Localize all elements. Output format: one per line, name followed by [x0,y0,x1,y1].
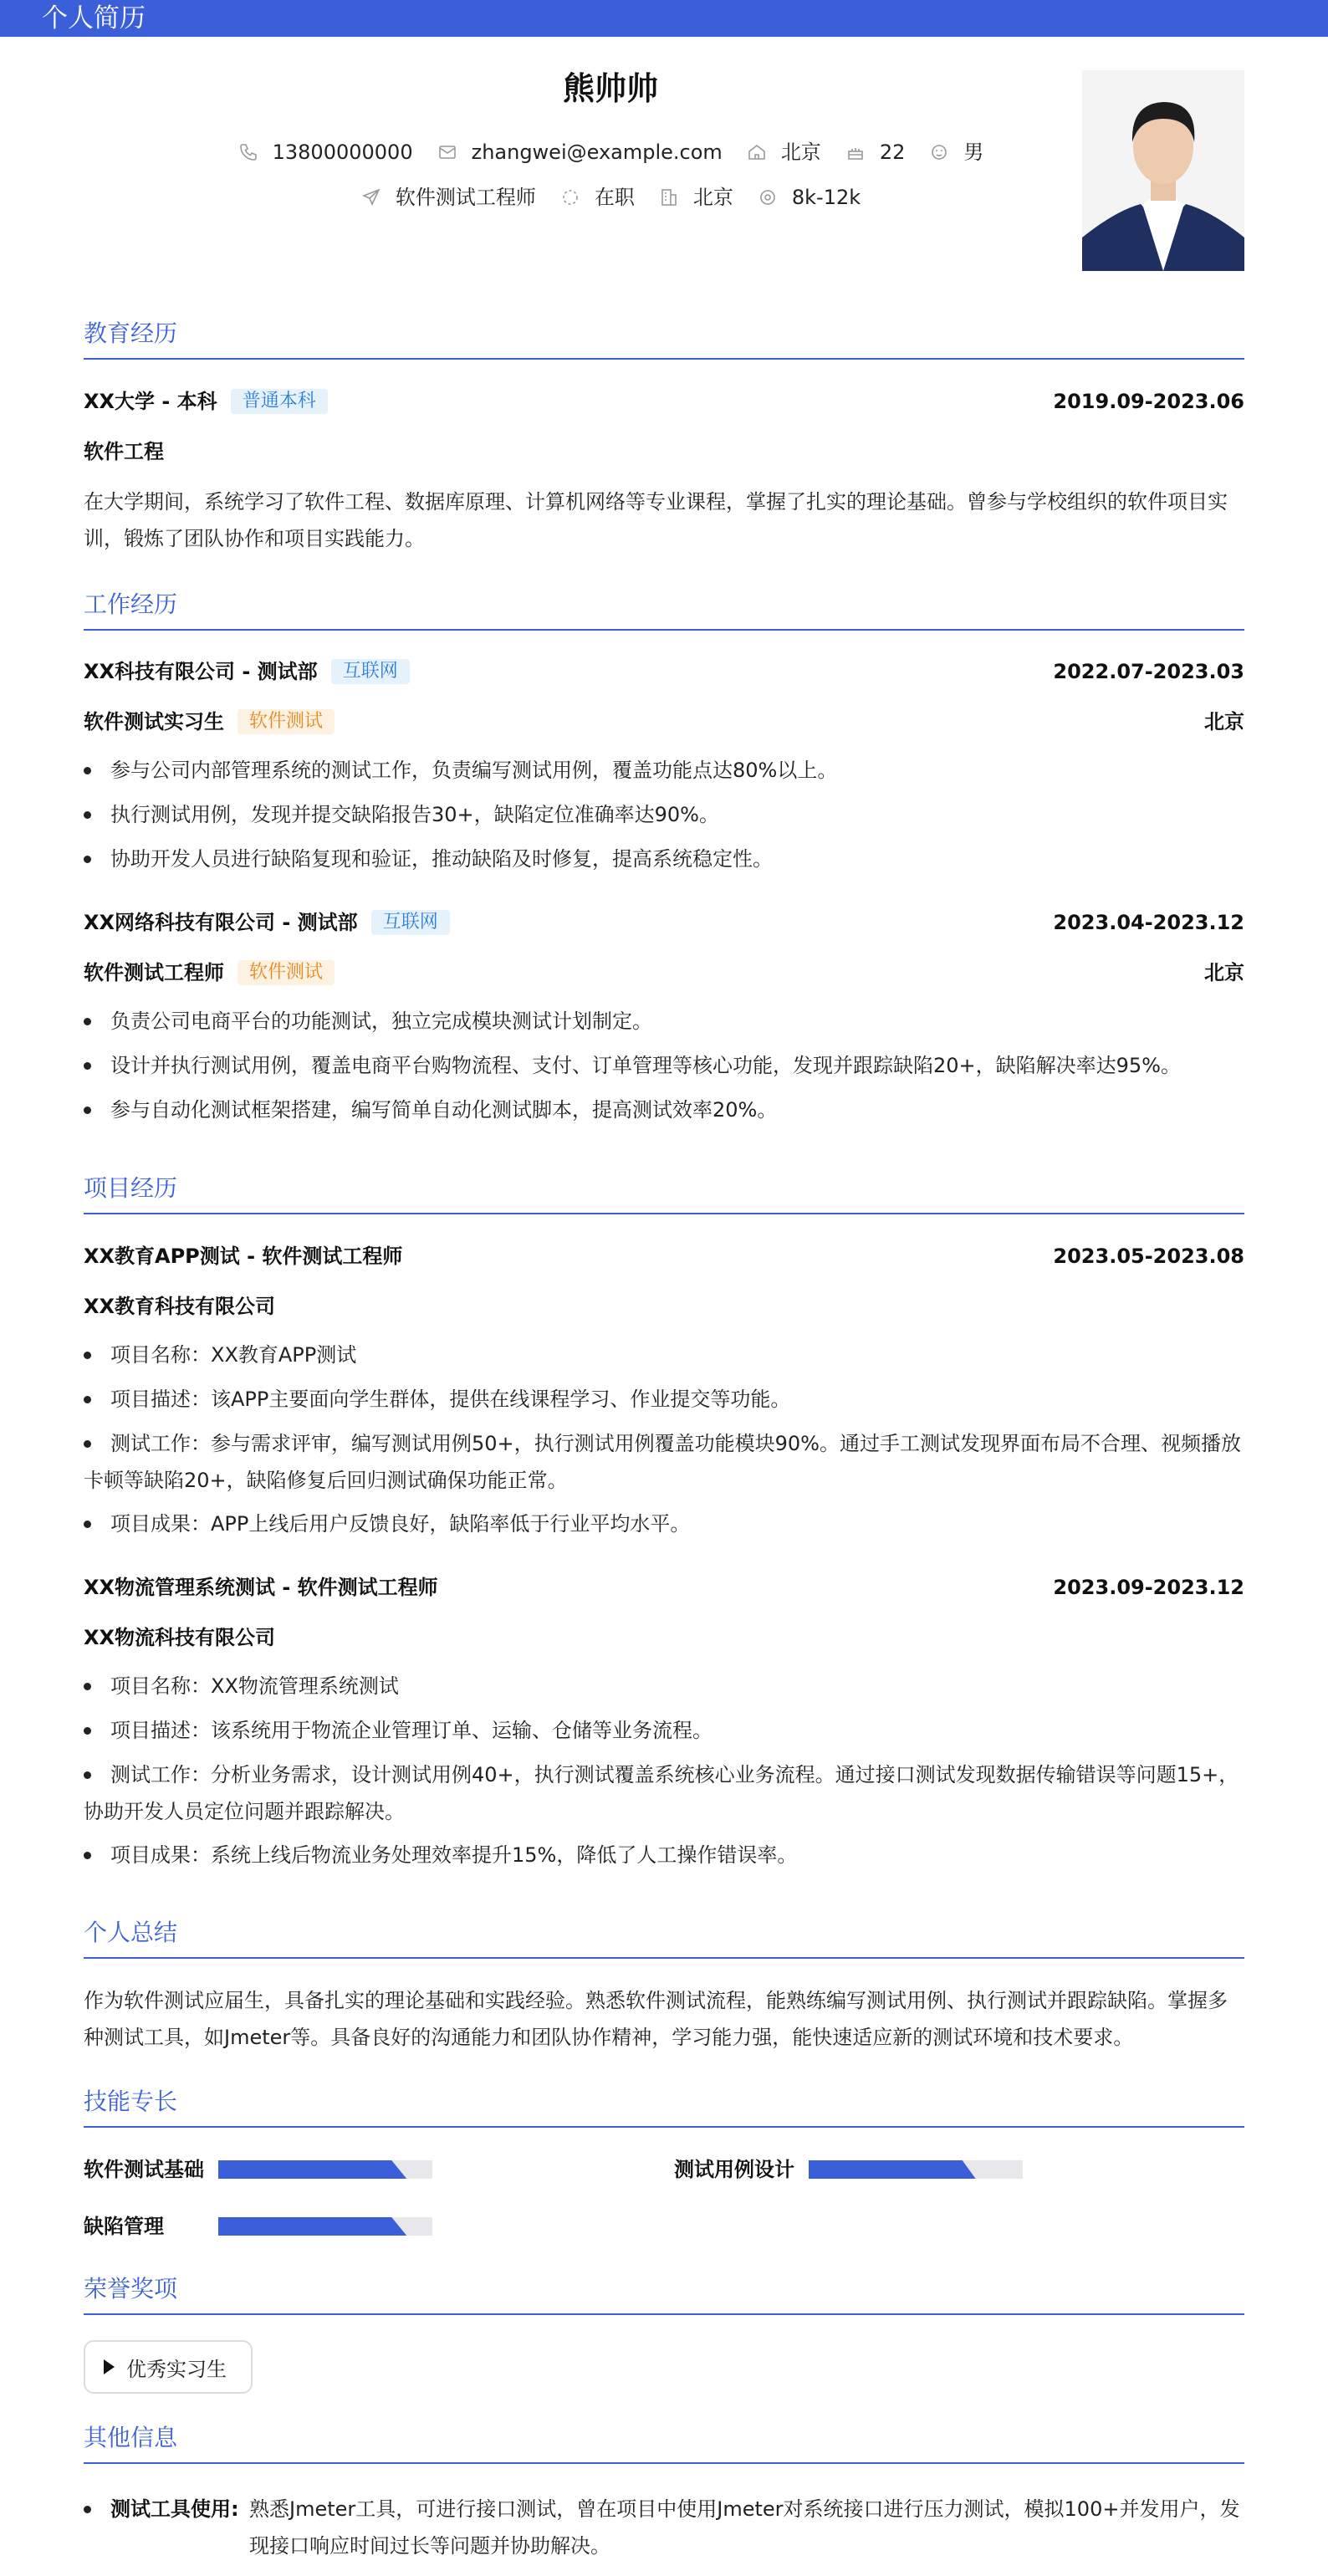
home-icon [746,141,768,163]
work-2-industry-tag: 互联网 [371,910,450,935]
other-info-label: 测试工具使用: [110,2497,239,2521]
summary-text: 作为软件测试应届生，具备扎实的理论基础和实践经验。熟悉软件测试流程，能熟练编写测试用例、执行测试并跟踪缺陷。掌握多种测试工具，如Jmeter等。具备良好的沟通能力和团队协作精神，学习能力强，能快速适应新的测试环境和技术要求。 [84,1989,1228,2049]
building-icon [658,187,680,208]
skill-item [674,2154,1023,2185]
coin-icon [757,187,779,208]
skill-bar [218,2160,432,2179]
skill-bar-fill [218,2217,406,2236]
work-1-industry-tag: 互联网 [331,659,410,684]
project-2-company-row [84,1623,1244,1653]
work-2-bullet: 设计并执行测试用例，覆盖电商平台购物流程、支付、订单管理等核心功能，发现并跟踪缺陷20+，缺陷解决率达95%。 [84,1047,1244,1084]
project-1-bullet: 项目名称：XX教育APP测试 [84,1337,1244,1373]
education-date: 2019.09-2023.06 [1053,390,1244,413]
section-awards-title: 荣誉奖项 [84,2275,178,2303]
project-2-title: XX物流管理系统测试 - 软件测试工程师 [84,1576,438,1599]
education-school: XX大学 - 本科 [84,390,217,413]
work-city-text: 北京 [692,186,733,209]
project-2-date: 2023.09-2023.12 [1053,1576,1244,1599]
gender-item [928,139,983,166]
skill-name: 软件测试基础 [84,2158,204,2181]
location-item [746,139,821,166]
section-projects-title: 项目经历 [84,1174,178,1202]
section-awards [84,2273,1244,2315]
skill-bar-fill [218,2160,406,2179]
skill-name: 缺陷管理 [84,2215,164,2238]
project-1-header [84,1241,1244,1271]
work-1-date: 2022.07-2023.03 [1053,660,1244,683]
position-item [360,184,536,211]
age-item [845,139,906,166]
section-skills [84,2086,1244,2128]
section-education-title: 教育经历 [84,319,178,347]
salary-item [757,184,861,211]
work-2-company: XX网络科技有限公司 - 测试部 [84,911,358,934]
skill-name: 测试用例设计 [674,2158,794,2181]
work-1-role: 软件测试实习生 [84,710,224,733]
skill-bar [218,2217,432,2236]
project-1-bullet: 项目描述：该APP主要面向学生群体，提供在线课程学习、作业提交等功能。 [84,1381,1244,1418]
status-text: 在职 [594,186,635,209]
work-1-bullet: 参与公司内部管理系统的测试工作，负责编写测试用例，覆盖功能点达80%以上。 [84,752,1244,789]
work-1-role-row [84,707,1244,737]
education-description: 在大学期间，系统学习了软件工程、数据库原理、计算机网络等专业课程，掌握了扎实的理论基础。曾参与学校组织的软件项目实训，锻炼了团队协作和项目实践能力。 [84,490,1228,550]
project-2-bullet: 项目成果：系统上线后物流业务处理效率提升15%，降低了人工操作错误率。 [84,1837,1244,1873]
section-skills-title: 技能专长 [84,2088,178,2115]
section-summary-title: 个人总结 [84,1919,178,1946]
section-projects [84,1173,1244,1214]
skill-bar-fill [809,2160,976,2179]
email-text: zhangwei@example.com [471,141,723,164]
award-toggle-button[interactable] [84,2340,253,2394]
work-1-bullet: 协助开发人员进行缺陷复现和验证，推动缺陷及时修复，提高系统稳定性。 [84,841,1244,877]
play-triangle-icon [104,2359,115,2374]
salary-text: 8k-12k [791,186,861,209]
candidate-name: 熊帅帅 [562,70,658,107]
phone-item [238,139,413,166]
work-2-date: 2023.04-2023.12 [1053,911,1244,934]
work-1-header [84,657,1244,687]
work-2-role: 软件测试工程师 [84,961,224,984]
award-label: 优秀实习生 [126,2357,227,2381]
work-1-role-tag: 软件测试 [238,709,335,734]
section-work [84,589,1244,631]
section-summary [84,1917,1244,1959]
phone-icon [238,141,259,163]
work-2-role-tag: 软件测试 [238,960,335,985]
status-item [559,184,635,211]
location-text: 北京 [780,141,821,164]
profile-photo [1082,70,1244,271]
job-row [0,184,1221,211]
work-2-bullet: 参与自动化测试框架搭建，编写简单自动化测试脚本，提高测试效率20%。 [84,1091,1244,1128]
cake-icon [845,141,866,163]
section-other [84,2422,1244,2464]
mail-icon [437,141,458,163]
education-tag: 普通本科 [231,389,328,414]
project-2-bullet: 项目描述：该系统用于物流企业管理订单、运输、仓储等业务流程。 [84,1712,1244,1749]
phone-text: 13800000000 [272,141,413,164]
skill-item [84,2211,432,2241]
gender-text: 男 [963,141,984,164]
gender-icon [928,141,950,163]
top-bar-title: 个人简历 [42,3,146,33]
project-1-bullet: 测试工作：参与需求评审，编写测试用例50+，执行测试用例覆盖功能模块90%。通过手工测试发现界面布局不合理、视频播放卡顿等缺陷20+，缺陷修复后回归测试确保功能正常。 [84,1425,1244,1499]
project-1-company: XX教育科技有限公司 [84,1295,276,1318]
project-1-date: 2023.05-2023.08 [1053,1245,1244,1268]
work-city-item [658,184,733,211]
work-2-role-row [84,958,1244,988]
other-info-item [84,2491,1244,2564]
contact-row [0,139,1221,166]
skill-bar [809,2160,1023,2179]
project-2-header [84,1572,1244,1602]
work-2-bullet: 负责公司电商平台的功能测试，独立完成模块测试计划制定。 [84,1003,1244,1040]
work-2-city: 北京 [1204,961,1244,984]
section-education [84,318,1244,360]
project-2-company: XX物流科技有限公司 [84,1626,276,1649]
section-other-title: 其他信息 [84,2424,178,2451]
education-major: 软件工程 [84,440,164,463]
section-work-title: 工作经历 [84,590,178,618]
work-1-company: XX科技有限公司 - 测试部 [84,660,318,683]
position-text: 软件测试工程师 [395,186,536,209]
work-1-city: 北京 [1204,710,1244,733]
education-header [84,386,1244,417]
skill-item [84,2154,432,2185]
send-icon [360,187,382,208]
work-1-bullet: 执行测试用例，发现并提交缺陷报告30+，缺陷定位准确率达90%。 [84,796,1244,833]
top-bar [0,0,1328,37]
project-2-bullet: 项目名称：XX物流管理系统测试 [84,1668,1244,1705]
project-2-bullet: 测试工作：分析业务需求，设计测试用例40+，执行测试覆盖系统核心业务流程。通过接口测试发现数据传输错误等问题15+，协助开发人员定位问题并跟踪解决。 [84,1756,1244,1830]
education-major-row [84,437,1244,467]
work-2-header [84,907,1244,938]
email-item [437,139,723,166]
other-info-text: 熟悉Jmeter工具，可进行接口测试，曾在项目中使用Jmeter对系统接口进行压力测试，模拟100+并发用户，发现接口响应时间过长等问题并协助解决。 [249,2497,1240,2558]
project-1-company-row [84,1291,1244,1321]
project-1-bullet: 项目成果：APP上线后用户反馈良好，缺陷率低于行业平均水平。 [84,1505,1244,1542]
loading-icon [559,187,581,208]
age-text: 22 [879,141,906,164]
project-1-title: XX教育APP测试 - 软件测试工程师 [84,1245,403,1268]
